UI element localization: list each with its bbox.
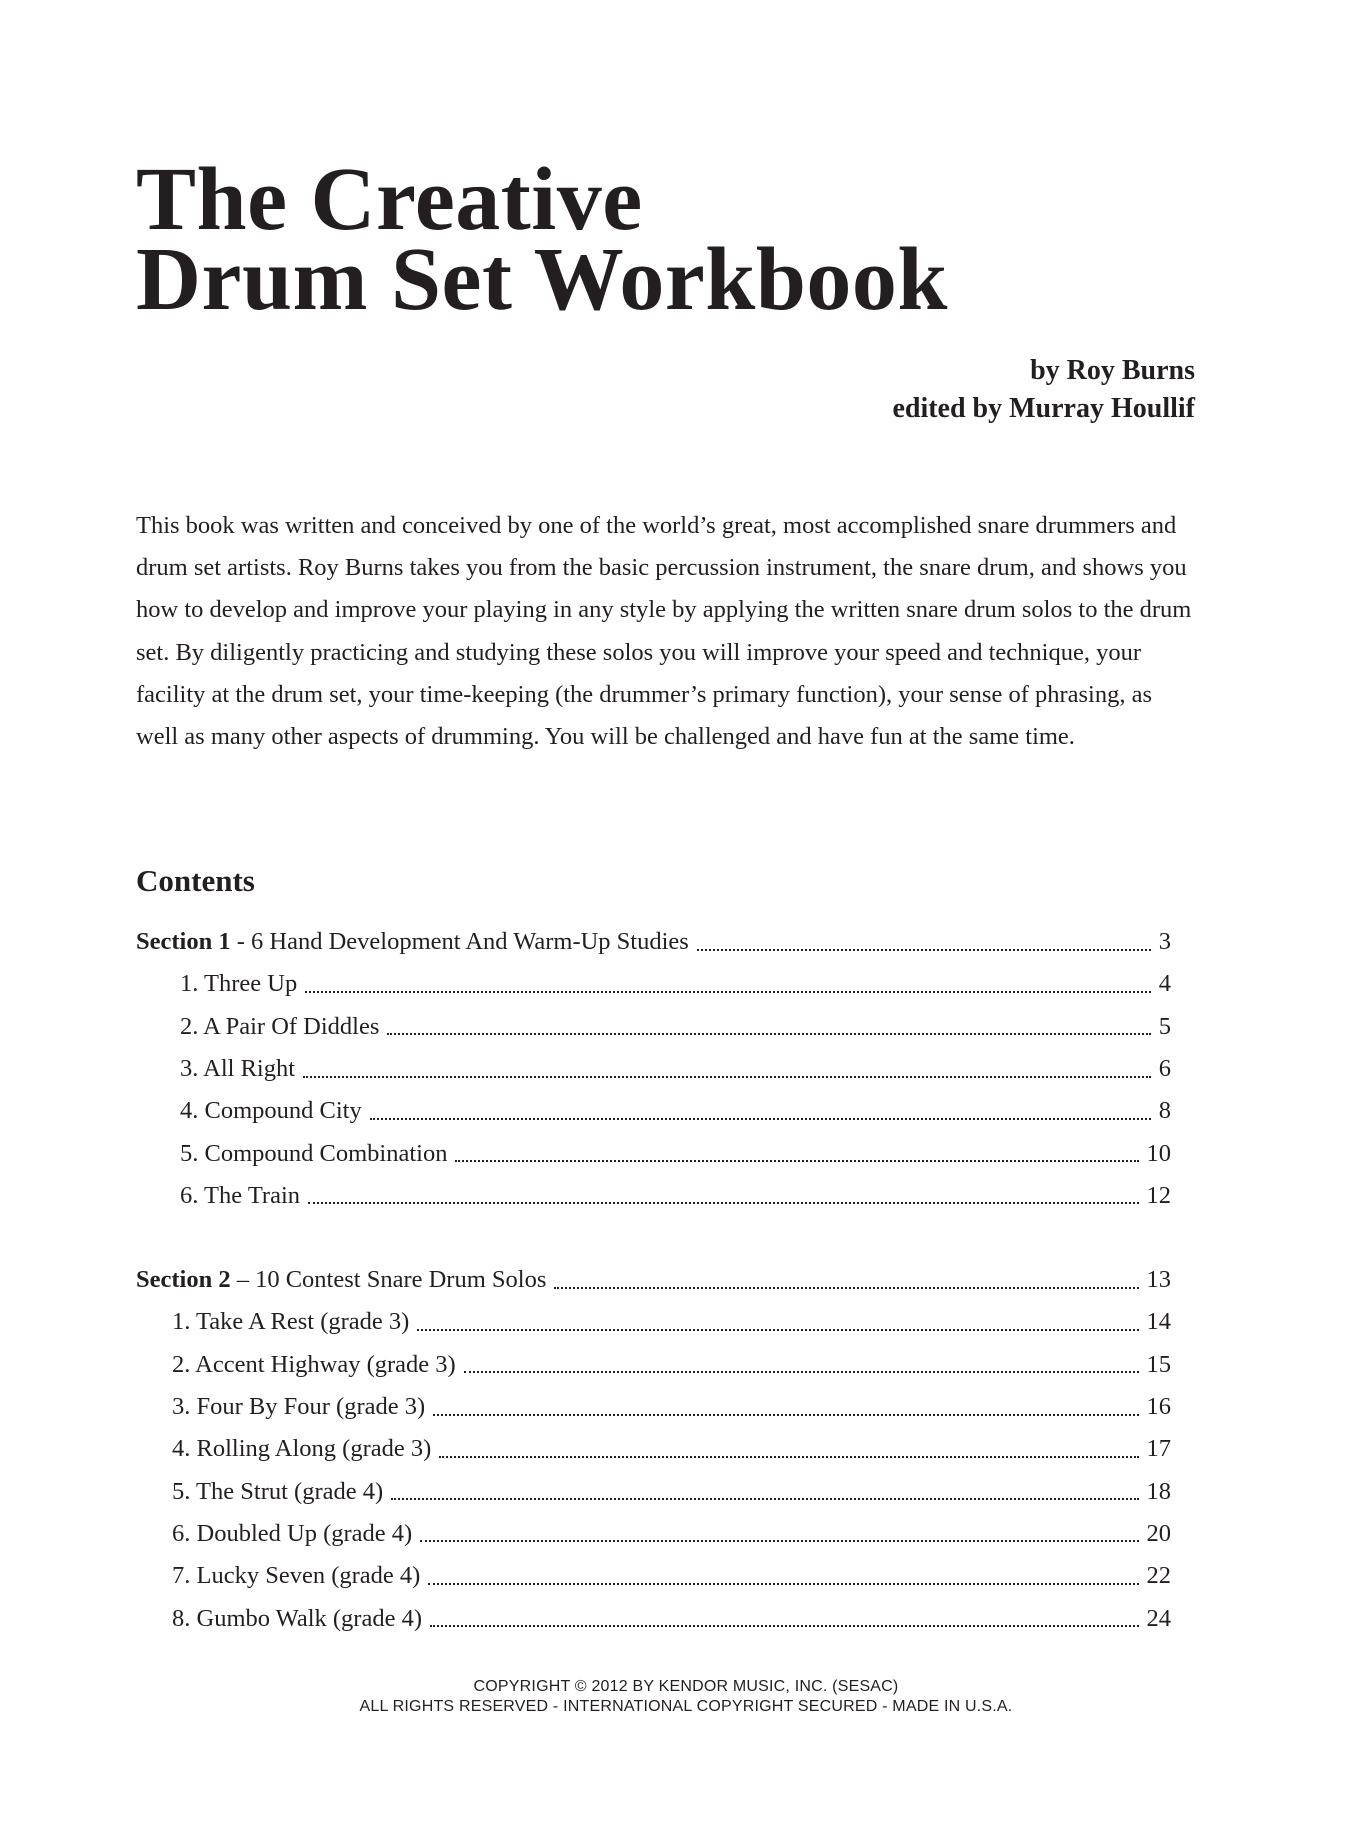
toc-section-1 — [136, 921, 1171, 1217]
toc-item — [136, 1344, 1171, 1386]
toc-item — [136, 1597, 1171, 1639]
toc-item — [136, 1386, 1171, 1428]
page-number: 8 — [1158, 1097, 1171, 1125]
dot-leader — [391, 1497, 1138, 1500]
dot-leader — [417, 1328, 1138, 1331]
toc-item — [136, 1513, 1171, 1555]
section-title: – 10 Contest Snare Drum Solos — [230, 1266, 547, 1294]
toc-item-title: 3. All Right — [180, 1055, 296, 1083]
section-label: Section 2 — [136, 1266, 231, 1294]
dot-leader — [433, 1413, 1138, 1416]
toc-item-title: 1. Three Up — [180, 970, 298, 998]
toc-item-title: 2. Accent Highway (grade 3) — [172, 1350, 456, 1378]
toc-item-title: 4. Rolling Along (grade 3) — [172, 1435, 432, 1463]
page-number: 5 — [1158, 1012, 1171, 1040]
toc-item — [136, 1470, 1171, 1512]
copyright-notice — [0, 1677, 1372, 1717]
dot-leader — [697, 948, 1151, 951]
toc-item-title: 5. Compound Combination — [180, 1139, 448, 1167]
dot-leader — [303, 1075, 1151, 1078]
toc-section-2 — [136, 1259, 1171, 1640]
intro-paragraph: This book was written and conceived by one of the world’s great, most accomplished snare drummers and drum set artists. Roy Burns takes you from the basic percussion instrument, the snare drum, and shows you how to develop and improve your playing in any style by applying the written snare drum solos to the drum set. By diligently practicing and studying these solos you will improve your speed and technique, your facility at the drum set, your time-keeping (the drummer’s primary function), your sense of phrasing, as well as many other aspects of drumming. You will be challenged and have fun at the same time. — [136, 512, 1192, 751]
dot-leader — [305, 990, 1151, 993]
toc-item — [136, 1175, 1171, 1217]
page-number: 17 — [1146, 1435, 1171, 1463]
toc-item — [136, 1132, 1171, 1174]
toc-item — [136, 1428, 1171, 1470]
toc-item — [136, 1006, 1171, 1048]
section-label: Section 1 — [136, 928, 231, 956]
dot-leader — [439, 1455, 1138, 1458]
dot-leader — [554, 1286, 1138, 1289]
credits — [892, 352, 1195, 428]
toc-entry-label — [136, 1266, 554, 1294]
page-number: 14 — [1146, 1308, 1171, 1336]
dot-leader — [420, 1539, 1138, 1542]
toc-section-header — [136, 921, 1171, 963]
page-number: 16 — [1146, 1393, 1171, 1421]
toc-item — [136, 963, 1171, 1005]
book-title — [136, 150, 1236, 329]
toc-section-header — [136, 1259, 1171, 1301]
page-number: 15 — [1146, 1350, 1171, 1378]
copyright-line-1: COPYRIGHT © 2012 BY KENDOR MUSIC, INC. (SESAC) — [473, 1678, 899, 1695]
page-number: 20 — [1146, 1519, 1171, 1547]
toc-item — [136, 1090, 1171, 1132]
toc-item-title: 8. Gumbo Walk (grade 4) — [172, 1604, 423, 1632]
page-number: 12 — [1146, 1181, 1171, 1209]
page-number: 13 — [1146, 1266, 1171, 1294]
page-number: 18 — [1146, 1477, 1171, 1505]
page-number: 6 — [1158, 1055, 1171, 1083]
toc-item-title: 4. Compound City — [180, 1097, 362, 1125]
toc-entry-label — [136, 928, 697, 956]
page-number: 10 — [1146, 1139, 1171, 1167]
page-number: 4 — [1158, 970, 1171, 998]
toc-item — [136, 1301, 1171, 1343]
title-line-2: Drum Set Workbook — [136, 230, 948, 329]
section-title: - 6 Hand Development And Warm-Up Studies — [230, 928, 689, 956]
page-number: 24 — [1146, 1604, 1171, 1632]
copyright-line-2: ALL RIGHTS RESERVED - INTERNATIONAL COPYRIGHT SECURED - MADE IN U.S.A. — [359, 1698, 1013, 1715]
author-credit: by Roy Burns — [1030, 355, 1195, 386]
toc-item-title: 3. Four By Four (grade 3) — [172, 1393, 426, 1421]
toc-item-title: 6. The Train — [180, 1181, 301, 1209]
toc-item-title: 1. Take A Rest (grade 3) — [172, 1308, 410, 1336]
dot-leader — [308, 1201, 1138, 1204]
dot-leader — [430, 1624, 1138, 1627]
page-number: 22 — [1146, 1562, 1171, 1590]
page-number: 3 — [1158, 928, 1171, 956]
toc-item — [136, 1048, 1171, 1090]
toc-item-title: 6. Doubled Up (grade 4) — [172, 1519, 413, 1547]
toc-item — [136, 1555, 1171, 1597]
dot-leader — [387, 1032, 1150, 1035]
dot-leader — [464, 1370, 1139, 1373]
toc-item-title: 5. The Strut (grade 4) — [172, 1477, 384, 1505]
contents-heading: Contents — [136, 863, 255, 898]
title-line-1: The Creative — [136, 150, 643, 249]
dot-leader — [455, 1159, 1138, 1162]
dot-leader — [428, 1582, 1138, 1585]
dot-leader — [370, 1117, 1151, 1120]
editor-credit: edited by Murray Houllif — [892, 393, 1195, 424]
toc-item-title: 7. Lucky Seven (grade 4) — [172, 1562, 421, 1590]
toc-item-title: 2. A Pair Of Diddles — [180, 1012, 380, 1040]
